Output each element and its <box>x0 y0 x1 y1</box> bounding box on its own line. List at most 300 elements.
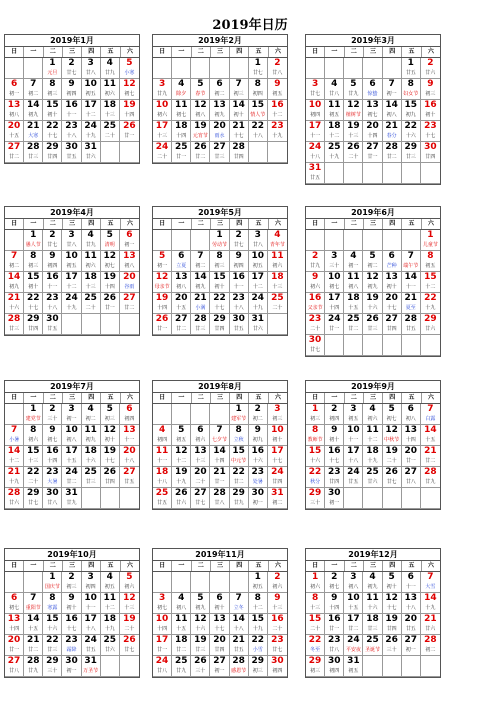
day-number: 1 <box>311 572 319 582</box>
lunar-label: 十四 <box>157 305 168 311</box>
day-cell <box>82 593 101 614</box>
day-number: 6 <box>126 404 133 414</box>
weekday-label: 日 <box>306 47 325 57</box>
day-cell <box>210 121 229 142</box>
lunar-label: 儿童节 <box>422 242 438 248</box>
lunar-label: 廿四 <box>47 154 58 160</box>
day-cell <box>402 446 421 467</box>
day-cell <box>5 314 24 335</box>
day-number: 27 <box>404 467 418 477</box>
lunar-label: 十九 <box>252 305 263 311</box>
lunar-label: 初六 <box>195 437 206 443</box>
day-number: 18 <box>271 272 284 282</box>
day-cell <box>249 572 268 593</box>
day-number: 3 <box>68 404 75 414</box>
day-number: 24 <box>347 467 360 477</box>
day-cell <box>120 572 139 593</box>
day-cell <box>230 404 249 425</box>
weekday-label: 二 <box>345 47 364 57</box>
weekday-label: 三 <box>211 219 230 229</box>
day-cell <box>101 121 120 142</box>
day-cell <box>268 425 287 446</box>
day-cell <box>268 488 287 509</box>
day-number: 28 <box>385 142 398 152</box>
lunar-label: 廿二 <box>195 154 206 160</box>
lunar-label: 十三 <box>348 133 359 139</box>
lunar-label: 十七 <box>214 305 225 311</box>
day-number: 2 <box>331 404 338 414</box>
day-cell <box>82 79 101 100</box>
day-number: 27 <box>123 293 136 303</box>
day-number: 11 <box>347 272 360 282</box>
lunar-label: 十一 <box>157 458 168 464</box>
lunar-label: 廿三 <box>85 479 96 485</box>
day-cell <box>249 488 268 509</box>
day-cell <box>172 635 191 656</box>
lunar-label: 初十 <box>66 605 77 611</box>
day-cell <box>383 404 402 425</box>
day-cell <box>43 467 62 488</box>
empty-cell <box>402 335 421 356</box>
day-number: 24 <box>84 635 97 645</box>
day-number: 3 <box>274 404 281 414</box>
day-number: 14 <box>194 272 207 282</box>
day-number: 15 <box>232 446 245 456</box>
day-cell <box>43 314 62 335</box>
day-cell <box>101 635 120 656</box>
weekday-label: 四 <box>383 219 402 229</box>
weekday-label: 四 <box>82 219 101 229</box>
empty-cell <box>363 488 382 509</box>
day-number: 30 <box>65 142 78 152</box>
day-number: 3 <box>68 230 75 240</box>
day-number: 4 <box>369 572 376 582</box>
lunar-label: 初八 <box>386 112 397 118</box>
day-cell <box>120 593 139 614</box>
lunar-label: 廿四 <box>214 326 225 332</box>
empty-cell <box>363 163 382 184</box>
day-number: 29 <box>46 142 59 152</box>
day-cell <box>325 121 344 142</box>
day-number: 11 <box>366 425 379 435</box>
lunar-label: 初六 <box>310 584 321 590</box>
day-cell <box>120 614 139 635</box>
day-number: 16 <box>46 446 59 456</box>
lunar-label: 初一 <box>214 668 225 674</box>
lunar-label: 廿五 <box>157 500 168 506</box>
lunar-label: 初三 <box>28 263 39 269</box>
day-cell <box>82 251 101 272</box>
empty-cell <box>363 58 382 79</box>
lunar-label: 处暑 <box>252 479 263 485</box>
day-number: 13 <box>404 425 418 435</box>
day-cell <box>5 251 24 272</box>
day-cell <box>306 79 325 100</box>
day-cell <box>402 314 421 335</box>
day-number: 25 <box>271 293 284 303</box>
lunar-label: 十六 <box>85 458 96 464</box>
weekday-label: 日 <box>306 561 325 571</box>
lunar-label: 初五 <box>272 91 283 97</box>
day-cell <box>210 293 229 314</box>
lunar-label: 十三 <box>104 112 115 118</box>
lunar-label: 廿五 <box>233 647 244 653</box>
day-number: 17 <box>327 293 341 303</box>
day-number: 19 <box>123 100 136 110</box>
lunar-label: 初七 <box>329 284 340 290</box>
day-cell <box>153 293 172 314</box>
weekday-label: 一 <box>325 393 344 403</box>
lunar-label: 廿七 <box>272 647 283 653</box>
day-cell <box>421 593 440 614</box>
day-cell <box>383 272 402 293</box>
lunar-label: 初二 <box>85 416 96 422</box>
lunar-label: 十三 <box>85 284 96 290</box>
weekday-label: 一 <box>24 393 43 403</box>
day-number: 11 <box>103 593 117 603</box>
day-number: 13 <box>366 100 379 110</box>
day-number: 26 <box>194 656 207 666</box>
day-cell <box>5 467 24 488</box>
lunar-label: 初二 <box>367 263 378 269</box>
day-number: 29 <box>404 142 418 152</box>
day-cell <box>172 293 191 314</box>
lunar-label: 秋分 <box>310 479 321 485</box>
day-number: 24 <box>251 293 265 303</box>
lunar-label: 初一 <box>386 91 397 97</box>
day-cell <box>5 425 24 446</box>
lunar-label: 廿八 <box>272 70 283 76</box>
day-cell <box>5 614 24 635</box>
day-number: 21 <box>232 635 245 645</box>
month-title: 2019年9月 <box>306 381 440 393</box>
weekday-label: 四 <box>82 393 101 403</box>
weekday-label: 三 <box>63 561 82 571</box>
day-cell <box>210 446 229 467</box>
lunar-label: 十二 <box>85 112 96 118</box>
lunar-label: 十一 <box>310 133 321 139</box>
day-cell <box>5 446 24 467</box>
lunar-label: 十一 <box>66 112 77 118</box>
day-number: 19 <box>347 121 360 131</box>
day-cell <box>82 293 101 314</box>
day-cell <box>230 488 249 509</box>
lunar-label: 初四 <box>252 91 263 97</box>
day-number: 29 <box>213 314 226 324</box>
day-number: 9 <box>68 79 75 89</box>
lunar-label: 廿三 <box>405 154 416 160</box>
day-number: 22 <box>424 293 437 303</box>
day-cell <box>325 142 344 163</box>
lunar-label: 廿二 <box>124 305 135 311</box>
day-cell <box>344 272 363 293</box>
day-cell <box>383 425 402 446</box>
day-number: 31 <box>65 488 78 498</box>
day-number: 28 <box>232 656 245 666</box>
day-number: 25 <box>174 142 188 152</box>
day-cell <box>421 58 440 79</box>
day-cell <box>153 467 172 488</box>
day-cell <box>172 79 191 100</box>
page-title: 2019年日历 <box>212 18 288 33</box>
lunar-label: 三十 <box>47 416 58 422</box>
lunar-label: 十一 <box>124 437 135 443</box>
lunar-label: 二十 <box>104 133 115 139</box>
day-cell <box>383 251 402 272</box>
lunar-label: 惊蛰 <box>367 91 378 97</box>
day-cell <box>43 404 62 425</box>
lunar-label: 国庆节 <box>44 584 60 590</box>
day-cell <box>383 142 402 163</box>
lunar-label: 廿一 <box>124 133 135 139</box>
empty-cell <box>210 404 229 425</box>
lunar-label: 十三 <box>157 133 168 139</box>
day-number: 31 <box>347 656 360 666</box>
lunar-label: 十一 <box>85 605 96 611</box>
lunar-label: 廿五 <box>66 154 77 160</box>
lunar-label: 廿四 <box>233 154 244 160</box>
weekday-label: 三 <box>211 393 230 403</box>
day-cell <box>249 404 268 425</box>
day-cell <box>344 425 363 446</box>
day-cell <box>383 100 402 121</box>
empty-cell <box>421 335 440 356</box>
day-cell <box>5 656 24 677</box>
day-cell <box>421 293 440 314</box>
day-cell <box>249 58 268 79</box>
empty-cell <box>5 230 24 251</box>
lunar-label: 二十 <box>386 458 397 464</box>
day-cell <box>120 251 139 272</box>
weekday-label: 五 <box>101 393 120 403</box>
day-number: 12 <box>347 100 360 110</box>
day-number: 24 <box>308 142 322 152</box>
lunar-label: 初九 <box>195 605 206 611</box>
day-cell <box>43 79 62 100</box>
lunar-label: 廿五 <box>405 326 416 332</box>
day-number: 31 <box>308 163 322 173</box>
lunar-label: 初二 <box>272 500 283 506</box>
lunar-label: 廿八 <box>329 91 340 97</box>
day-number: 4 <box>106 572 113 582</box>
empty-cell <box>5 58 24 79</box>
lunar-label: 十六 <box>405 133 416 139</box>
day-number: 12 <box>366 272 379 282</box>
day-number: 12 <box>385 425 398 435</box>
empty-cell <box>5 572 24 593</box>
day-number: 23 <box>271 635 284 645</box>
lunar-label: 十五 <box>176 305 187 311</box>
lunar-label: 初六 <box>367 416 378 422</box>
day-cell <box>325 314 344 335</box>
day-cell <box>306 572 325 593</box>
day-cell <box>344 314 363 335</box>
day-cell <box>344 404 363 425</box>
day-cell <box>43 293 62 314</box>
lunar-label: 廿一 <box>104 305 115 311</box>
lunar-label: 廿二 <box>386 154 397 160</box>
lunar-label: 廿八 <box>9 668 20 674</box>
day-grid <box>5 404 139 509</box>
day-cell <box>153 251 172 272</box>
day-cell <box>210 467 229 488</box>
day-number: 20 <box>213 121 226 131</box>
day-number: 18 <box>327 121 341 131</box>
weekday-label: 一 <box>24 219 43 229</box>
lunar-label: 初十 <box>28 284 39 290</box>
day-number: 30 <box>65 656 78 666</box>
lunar-label: 廿八 <box>157 668 168 674</box>
lunar-label: 十一 <box>405 584 416 590</box>
day-cell <box>62 404 81 425</box>
day-number: 25 <box>327 142 341 152</box>
day-number: 13 <box>213 100 226 110</box>
day-number: 21 <box>194 293 207 303</box>
day-number: 30 <box>327 656 341 666</box>
lunar-label: 初四 <box>124 416 135 422</box>
lunar-label: 廿三 <box>9 326 20 332</box>
day-number: 26 <box>103 293 117 303</box>
day-cell <box>24 142 43 163</box>
lunar-label: 十九 <box>104 626 115 632</box>
empty-cell <box>325 230 344 251</box>
weekday-label: 三 <box>211 47 230 57</box>
day-cell <box>230 121 249 142</box>
lunar-label: 廿一 <box>405 458 416 464</box>
lunar-label: 十七 <box>66 626 77 632</box>
lunar-label: 廿六 <box>425 70 436 76</box>
lunar-label: 七夕节 <box>211 437 227 443</box>
day-number: 19 <box>123 614 136 624</box>
weekday-header <box>5 561 139 572</box>
day-cell <box>344 100 363 121</box>
day-number: 2 <box>254 404 261 414</box>
day-cell <box>268 572 287 593</box>
day-grid <box>153 230 287 335</box>
month-title: 2019年12月 <box>306 549 440 561</box>
lunar-label: 廿二 <box>233 479 244 485</box>
day-number: 18 <box>366 614 379 624</box>
day-number: 19 <box>194 121 207 131</box>
day-cell <box>82 467 101 488</box>
lunar-label: 廿七 <box>386 479 397 485</box>
lunar-label: 霜降 <box>66 647 77 653</box>
day-number: 22 <box>251 635 265 645</box>
weekday-label: 四 <box>82 561 101 571</box>
day-number: 23 <box>46 467 59 477</box>
lunar-label: 廿七 <box>310 91 321 97</box>
lunar-label: 雨水 <box>214 133 225 139</box>
day-cell <box>230 251 249 272</box>
empty-cell <box>82 488 101 509</box>
weekday-label: 三 <box>364 393 383 403</box>
day-cell <box>5 121 24 142</box>
empty-cell <box>325 163 344 184</box>
day-cell <box>153 614 172 635</box>
day-cell <box>383 593 402 614</box>
day-cell <box>43 656 62 677</box>
day-cell <box>24 635 43 656</box>
weekday-header <box>5 393 139 404</box>
day-number: 23 <box>424 121 437 131</box>
empty-cell <box>402 163 421 184</box>
weekday-label: 五 <box>402 219 421 229</box>
day-cell <box>82 58 101 79</box>
lunar-label: 廿七 <box>195 500 206 506</box>
day-cell <box>230 314 249 335</box>
day-number: 25 <box>84 467 97 477</box>
lunar-label: 初四 <box>66 91 77 97</box>
lunar-label: 廿七 <box>252 70 263 76</box>
day-cell <box>230 230 249 251</box>
day-cell <box>24 293 43 314</box>
lunar-label: 寒露 <box>47 605 58 611</box>
day-cell <box>402 572 421 593</box>
month-2 <box>152 34 288 164</box>
day-number: 12 <box>155 272 169 282</box>
lunar-label: 建党节 <box>25 416 41 422</box>
lunar-label: 十五 <box>28 626 39 632</box>
day-cell <box>172 593 191 614</box>
day-number: 7 <box>197 251 204 261</box>
day-number: 10 <box>155 100 169 110</box>
day-cell <box>24 614 43 635</box>
day-cell <box>363 314 382 335</box>
lunar-label: 廿四 <box>104 479 115 485</box>
empty-cell <box>120 142 139 163</box>
day-number: 25 <box>155 488 169 498</box>
day-cell <box>306 425 325 446</box>
day-cell <box>43 425 62 446</box>
empty-cell <box>153 404 172 425</box>
day-cell <box>62 446 81 467</box>
lunar-label: 三十 <box>47 668 58 674</box>
day-cell <box>82 572 101 593</box>
lunar-label: 十六 <box>367 305 378 311</box>
day-cell <box>43 614 62 635</box>
day-cell <box>43 272 62 293</box>
weekday-label: 六 <box>126 48 133 55</box>
day-cell <box>230 425 249 446</box>
lunar-label: 廿六 <box>176 500 187 506</box>
day-number: 29 <box>26 314 40 324</box>
day-cell <box>101 100 120 121</box>
empty-cell <box>268 142 287 163</box>
lunar-label: 十二 <box>176 458 187 464</box>
empty-cell <box>383 656 402 677</box>
month-title: 2019年5月 <box>153 207 287 219</box>
day-cell <box>101 58 120 79</box>
day-number: 2 <box>274 572 281 582</box>
lunar-label: 初九 <box>85 437 96 443</box>
weekday-label: 三 <box>364 561 383 571</box>
day-number: 23 <box>251 467 265 477</box>
lunar-label: 十四 <box>367 133 378 139</box>
day-number: 13 <box>123 425 136 435</box>
day-cell <box>191 79 210 100</box>
day-number: 26 <box>103 467 117 477</box>
day-number: 4 <box>178 593 185 603</box>
day-number: 22 <box>404 121 418 131</box>
lunar-label: 初八 <box>348 584 359 590</box>
day-cell <box>101 293 120 314</box>
day-cell <box>421 467 440 488</box>
lunar-label: 初三 <box>425 91 436 97</box>
lunar-label: 十四 <box>329 605 340 611</box>
day-number: 26 <box>194 142 207 152</box>
lunar-label: 廿五 <box>348 479 359 485</box>
empty-cell <box>306 58 325 79</box>
